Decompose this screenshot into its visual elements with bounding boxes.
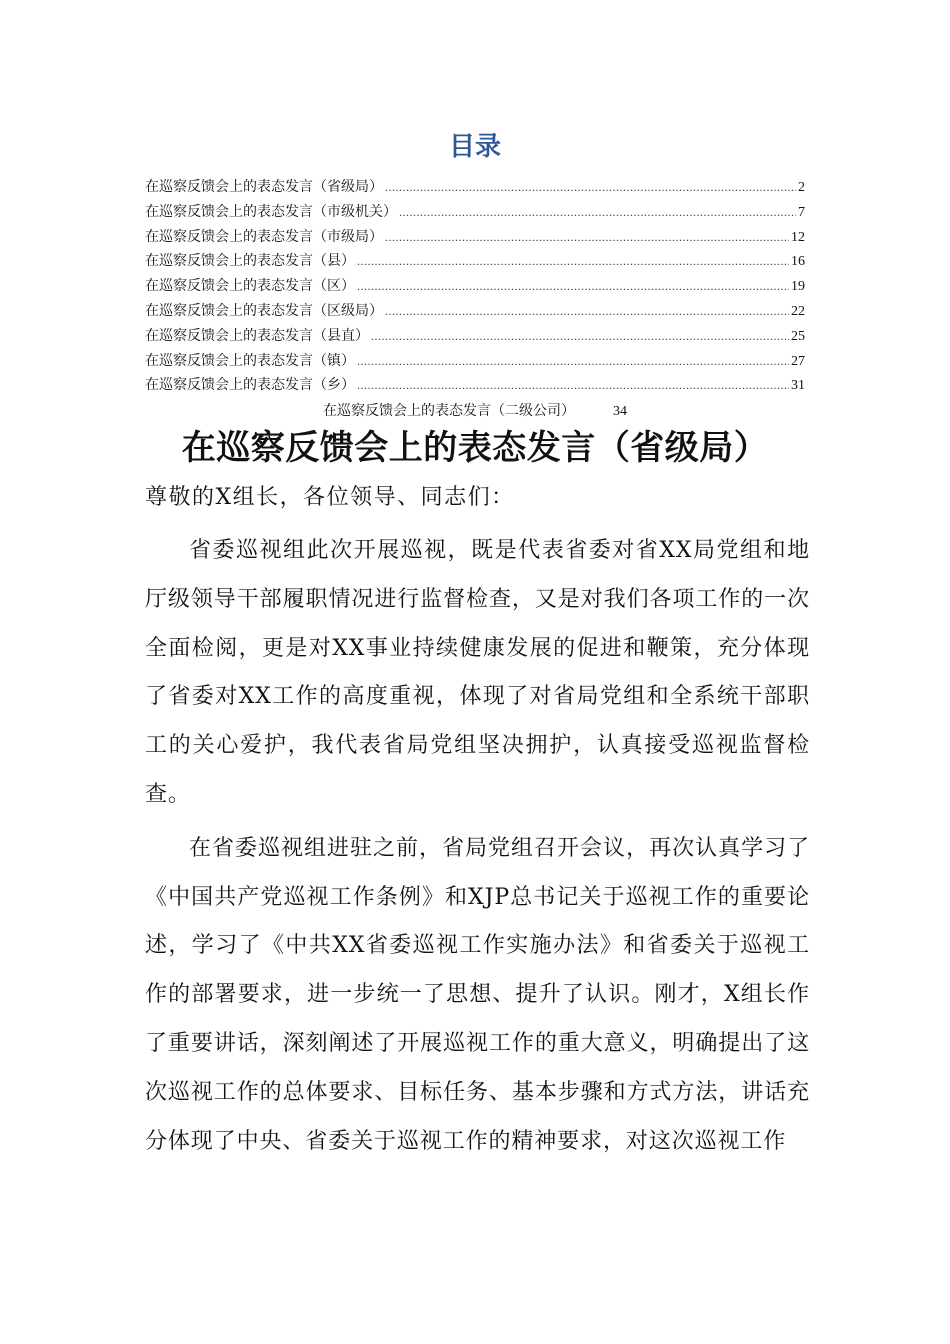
toc-entry-label: 在巡察反馈会上的表态发言（镇） — [145, 352, 355, 369]
toc-entry-label: 在巡察反馈会上的表态发言（市级局） — [145, 228, 383, 245]
toc-leader-dots — [399, 205, 796, 220]
toc-entry-page: 25 — [791, 328, 805, 344]
toc-entry-page: 7 — [798, 204, 805, 220]
toc-entry-page: 12 — [791, 229, 805, 245]
salutation: 尊敬的X组长，各位领导、同志们： — [145, 485, 515, 510]
toc-entry[interactable] — [145, 275, 805, 300]
toc-entry-page: 31 — [791, 378, 805, 394]
toc-leader-dots — [357, 354, 789, 369]
toc-entry-label: 在巡察反馈会上的表态发言（乡） — [145, 377, 355, 394]
toc-entry-label: 在巡察反馈会上的表态发言（二级公司） — [323, 403, 575, 419]
toc-entry-page: 34 — [613, 404, 627, 419]
toc-leader-dots — [385, 304, 789, 319]
toc-title: 目录 — [448, 132, 501, 162]
toc-entry-label: 在巡察反馈会上的表态发言（区级局） — [145, 302, 383, 319]
toc-leader-dots — [371, 329, 789, 344]
toc-entry-page: 2 — [798, 180, 805, 195]
document-body — [145, 527, 810, 1166]
toc-entry[interactable] — [145, 350, 805, 375]
toc-leader-dots — [385, 230, 789, 245]
toc-entry[interactable] — [145, 300, 805, 325]
toc-entry-label: 在巡察反馈会上的表态发言（县） — [145, 253, 355, 270]
toc-entry[interactable] — [145, 325, 805, 350]
toc-entry-page: 19 — [791, 279, 805, 295]
toc-entry-last[interactable] — [0, 400, 950, 420]
toc-leader-dots — [385, 180, 796, 195]
toc-leader-dots — [357, 378, 789, 393]
toc-entry[interactable] — [145, 226, 805, 251]
toc-entry[interactable] — [145, 201, 805, 226]
toc-leader-dots — [357, 254, 789, 269]
toc-entry[interactable] — [145, 374, 805, 399]
toc-entry-label: 在巡察反馈会上的表态发言（省级局） — [145, 179, 383, 195]
toc-entry-label: 在巡察反馈会上的表态发言（区） — [145, 278, 355, 295]
toc-entry-label: 在巡察反馈会上的表态发言（市级机关） — [145, 203, 397, 220]
toc-list — [145, 176, 805, 399]
toc-entry[interactable] — [145, 176, 805, 201]
toc-entry-page: 27 — [791, 353, 805, 369]
toc-entry[interactable] — [145, 250, 805, 275]
toc-leader-dots — [357, 279, 789, 294]
document-title: 在巡察反馈会上的表态发言（省级局） — [181, 428, 769, 468]
toc-entry-page: 22 — [791, 303, 805, 319]
toc-entry-label: 在巡察反馈会上的表态发言（县直） — [145, 327, 369, 344]
body-paragraph: 省委巡视组此次开展巡视，既是代表省委对省XX局党组和地厅级领导干部履职情况进行监督检查，又是对我们各项工作的一次全面检阅，更是对XX事业持续健康发展的促进和鞭策，充分体现了省委对XX工作的高度重视，体现了对省局党组和全系统干部职工的关心爱护，我代表省局党组坚决拥护，认真接受巡视监督检查。 — [145, 538, 810, 807]
body-paragraph: 在省委巡视组进驻之前，省局党组召开会议，再次认真学习了《中国共产党巡视工作条例》和XJP总书记关于巡视工作的重要论述，学习了《中共XX省委巡视工作实施办法》和省委关于巡视工作的部署要求，进一步统一了思想、提升了认识。刚才，X组长作了重要讲话，深刻阐述了开展巡视工作的重大意义，明确提出了这次巡视工作的总体要求、目标任务、基本步骤和方式方法，讲话充分体现了中央、省委关于巡视工作的精神要求，对这次巡视工作 — [145, 835, 810, 1154]
toc-entry-page: 16 — [791, 254, 805, 270]
